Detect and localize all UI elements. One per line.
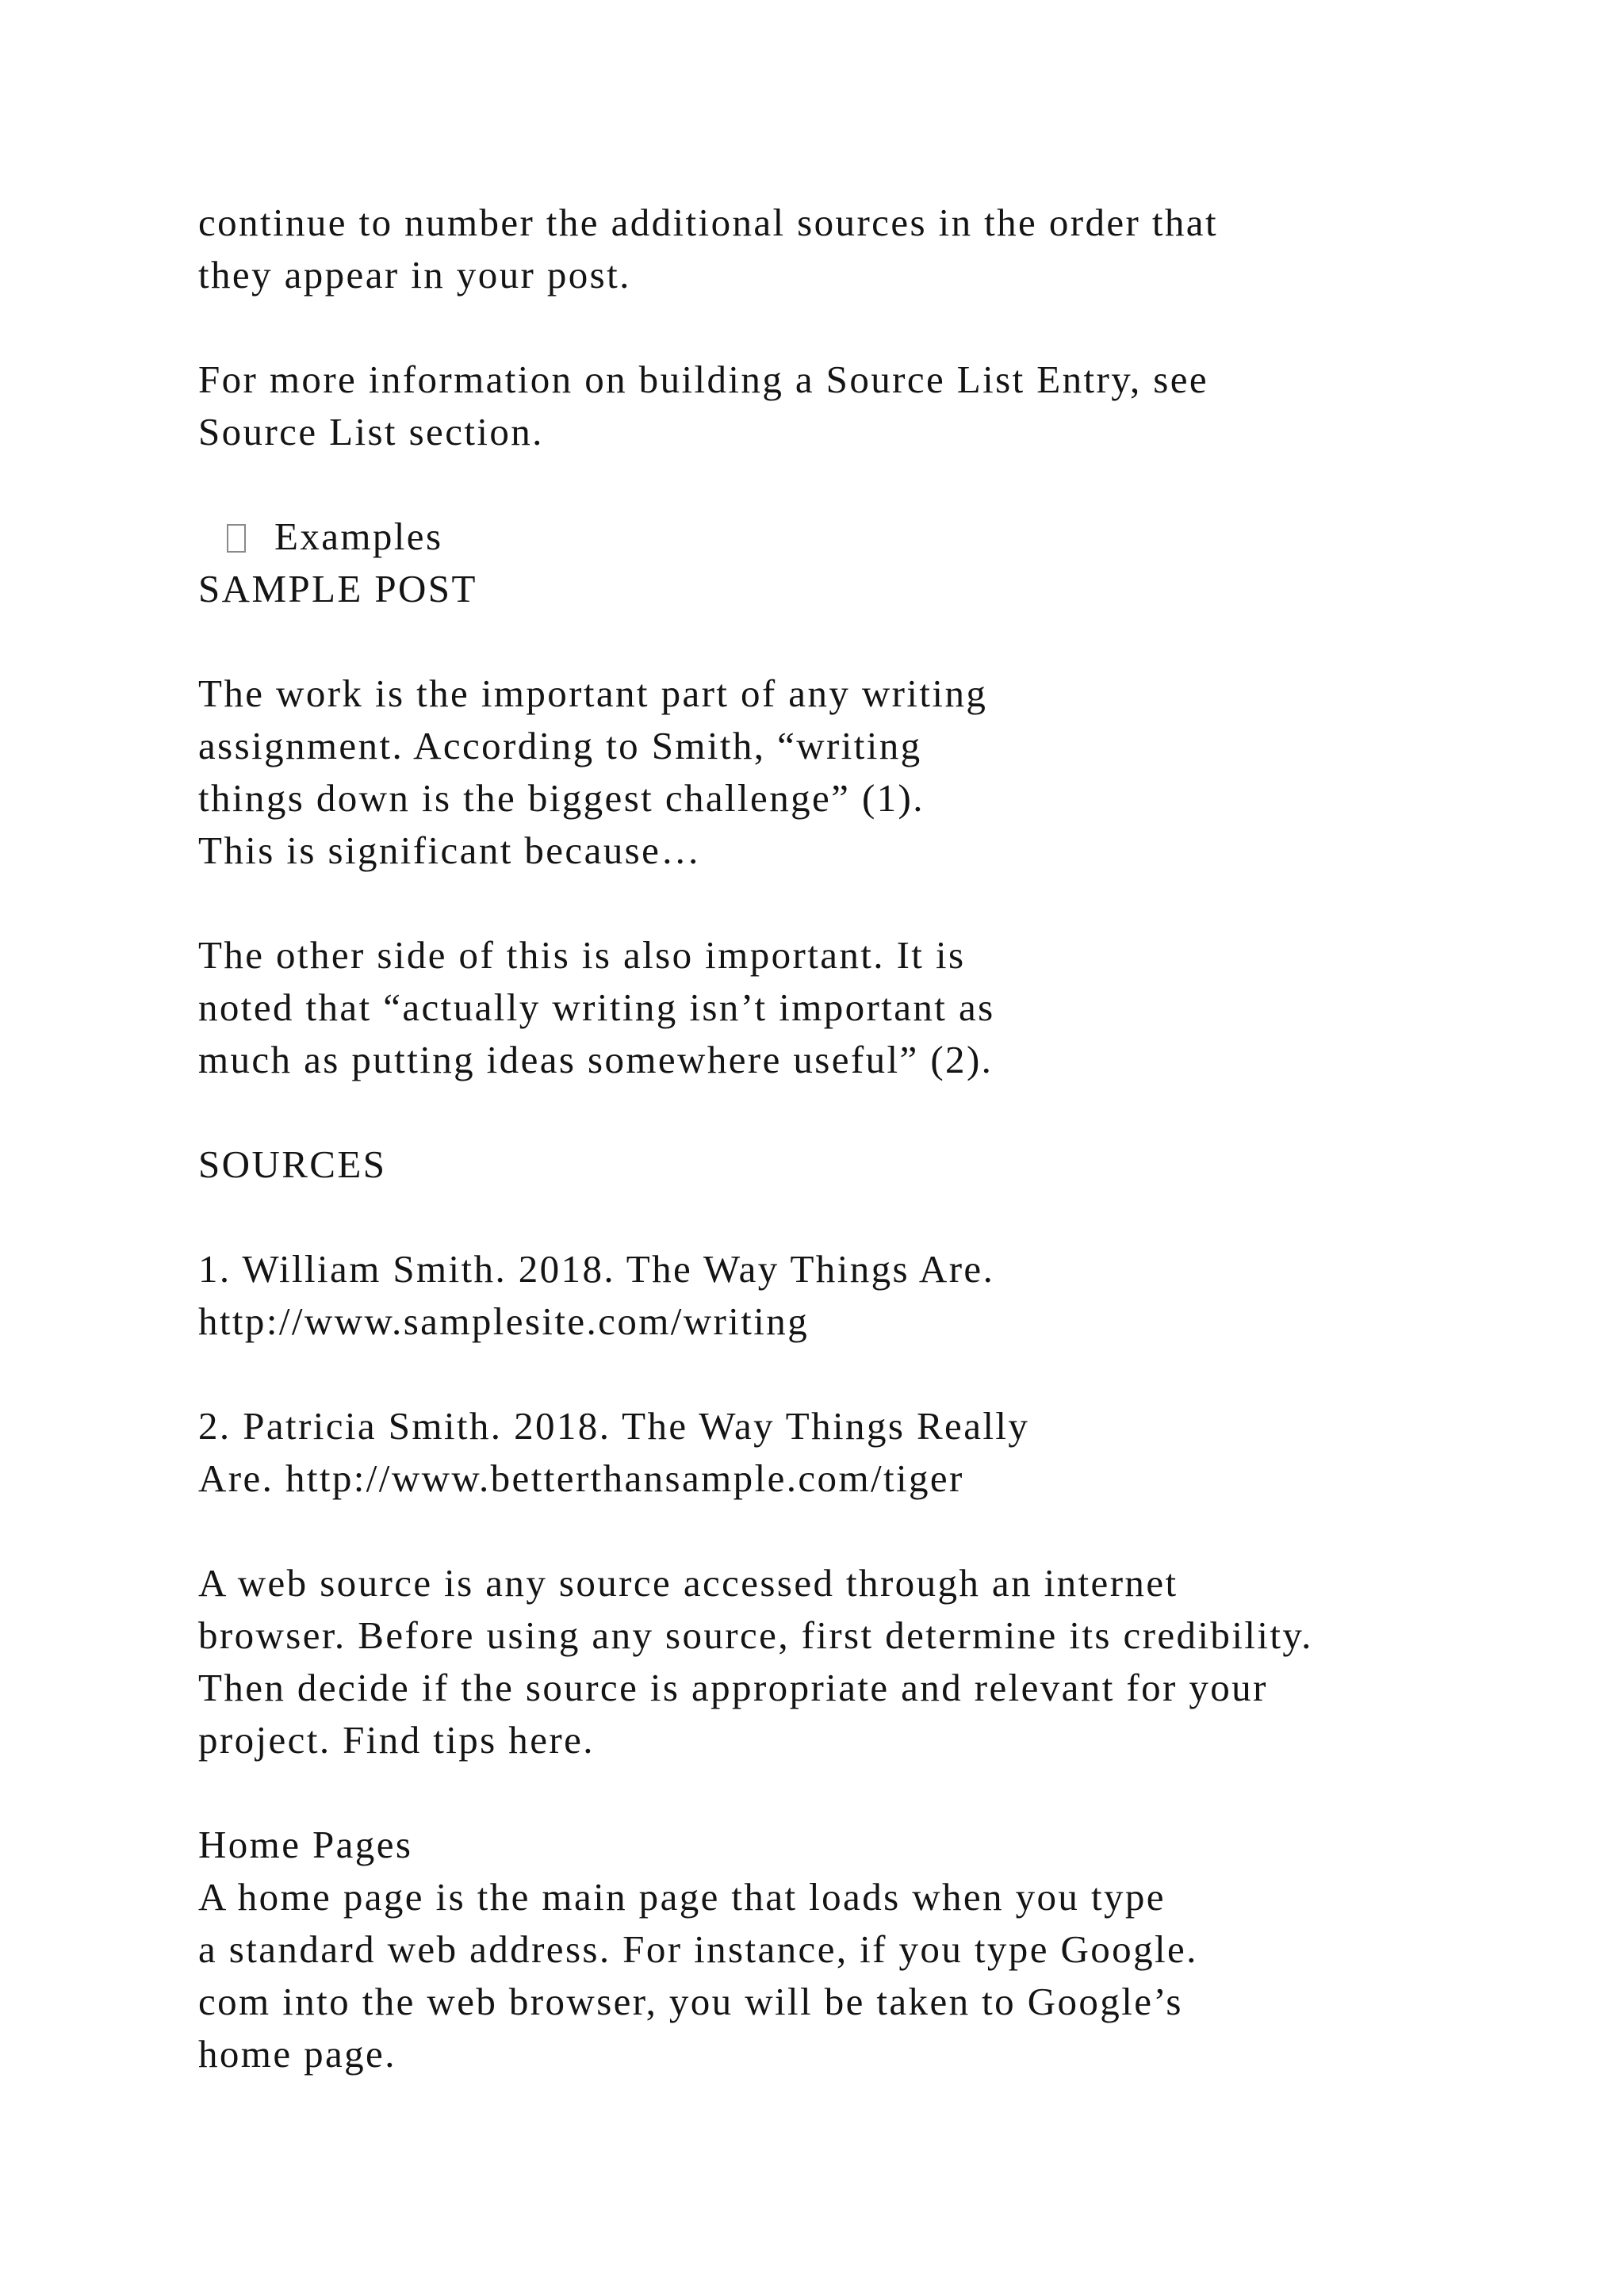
- text-line: continue to number the additional sources in the order that: [198, 201, 1218, 244]
- source-entry-text: 2. Patricia Smith. 2018. The Way Things Really: [198, 1404, 1030, 1448]
- text-line: much as putting ideas somewhere useful” (2).: [198, 1038, 994, 1081]
- sources-heading: SOURCES: [198, 1142, 387, 1186]
- text-line: com into the web browser, you will be taken to Google’s: [198, 1980, 1183, 2023]
- text-line: A web source is any source accessed through an internet: [198, 1561, 1178, 1605]
- text-line: Then decide if the source is appropriate and relevant for your: [198, 1666, 1268, 1709]
- text-line: browser. Before using any source, first determine its credibility.: [198, 1613, 1313, 1657]
- source-entry-url: Are. http://www.betterthansample.com/tiger: [198, 1456, 964, 1500]
- text-line: This is significant because…: [198, 828, 702, 872]
- text-line: project. Find tips here.: [198, 1718, 595, 1762]
- more-info-paragraph: [198, 354, 1546, 458]
- sample-post-paragraph-1: [198, 668, 1546, 877]
- examples-toggle[interactable]: [198, 511, 1546, 563]
- text-line: noted that “actually writing isn’t important as: [198, 985, 995, 1029]
- home-pages-heading: Home Pages: [198, 1823, 413, 1866]
- text-line: they appear in your post.: [198, 253, 631, 297]
- web-source-paragraph: [198, 1557, 1546, 1766]
- text-line: Source List section.: [198, 410, 544, 453]
- text-line: The work is the important part of any writing: [198, 672, 988, 715]
- text-line: The other side of this is also important. It is: [198, 933, 966, 977]
- text-line: things down is the biggest challenge” (1).: [198, 776, 925, 820]
- examples-block: [198, 511, 1546, 615]
- intro-numbering-paragraph: [198, 197, 1546, 301]
- text-line: a standard web address. For instance, if you type Google.: [198, 1927, 1198, 1971]
- text-line: A home page is the main page that loads when you type: [198, 1875, 1166, 1919]
- source-entry-1: [198, 1243, 1546, 1348]
- text-line: assignment. According to Smith, “writing: [198, 724, 922, 767]
- sample-post-heading: SAMPLE POST: [198, 567, 477, 610]
- source-entry-text: 1. William Smith. 2018. The Way Things Are.: [198, 1247, 995, 1291]
- sample-post-paragraph-2: [198, 929, 1546, 1086]
- sources-heading-block: [198, 1138, 1546, 1191]
- home-pages-section: [198, 1819, 1546, 2080]
- source-entry-url: http://www.samplesite.com/writing: [198, 1299, 810, 1343]
- text-line: For more information on building a Source List Entry, see: [198, 358, 1209, 401]
- text-line: home page.: [198, 2032, 396, 2076]
- document-page: [198, 197, 1546, 2133]
- examples-label: Examples: [274, 515, 443, 558]
- checkbox-icon: [227, 524, 246, 553]
- source-entry-2: [198, 1400, 1546, 1505]
